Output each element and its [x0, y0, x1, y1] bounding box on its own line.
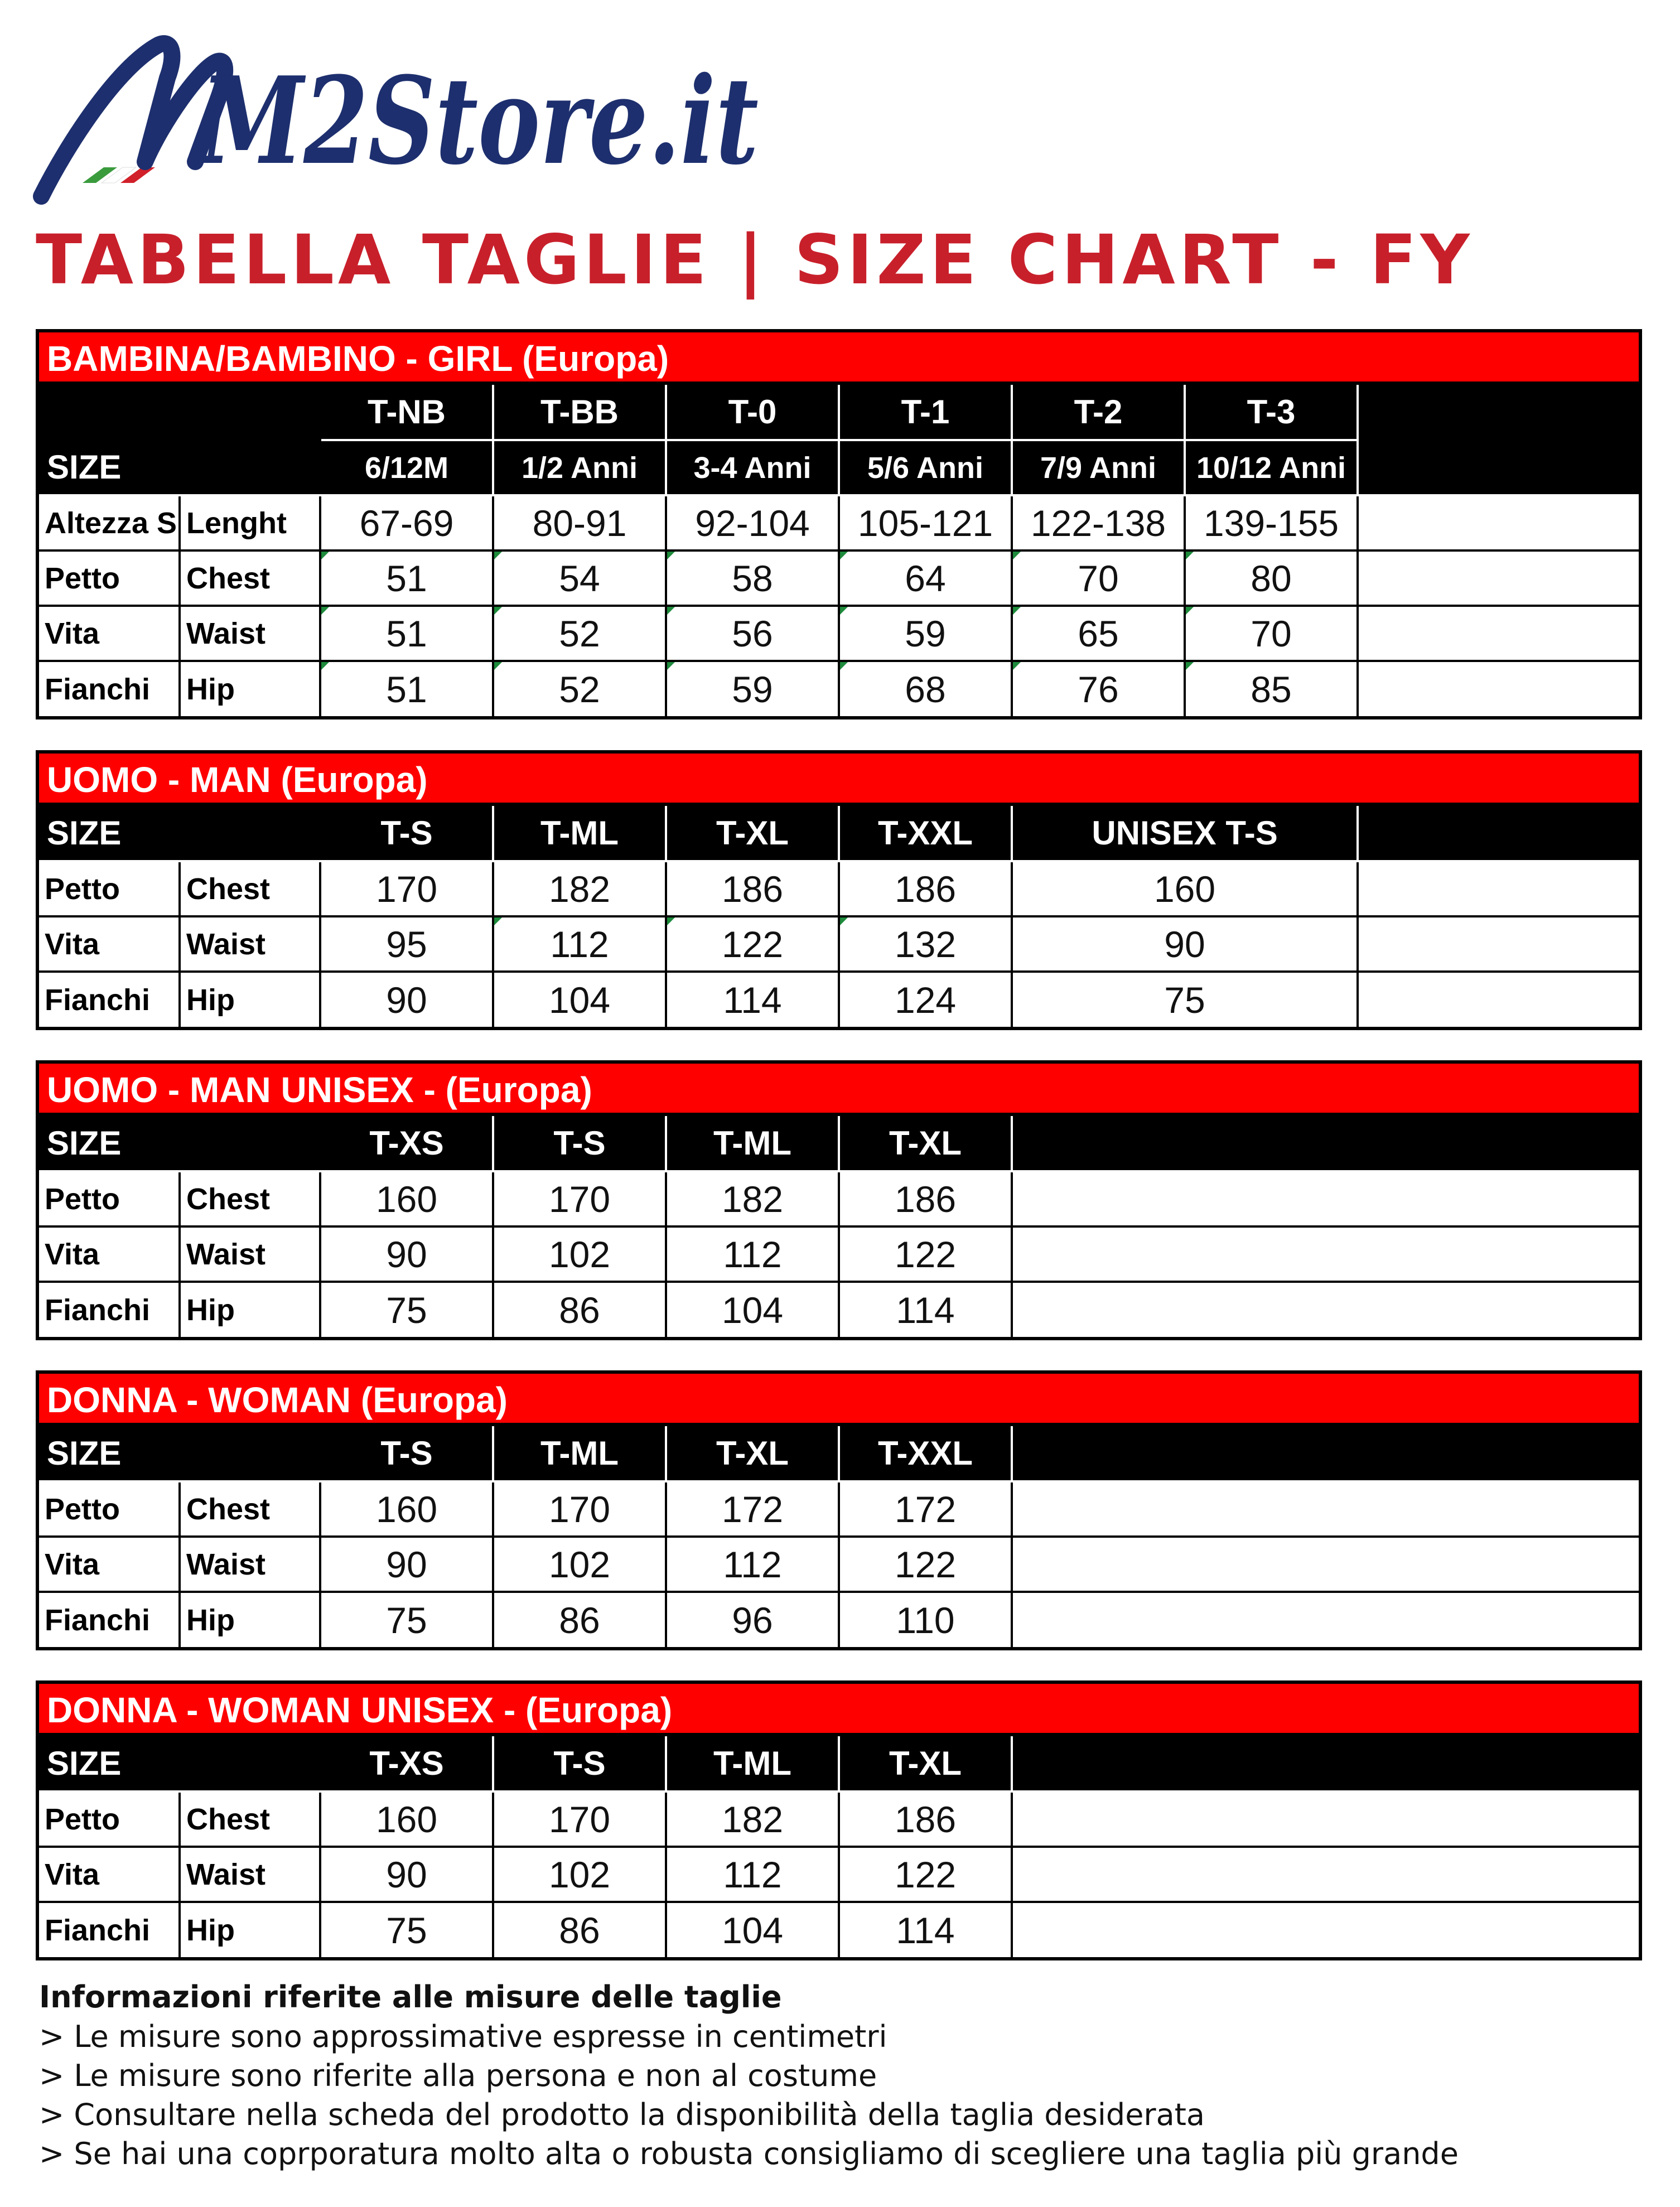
size-header: SIZE	[39, 1426, 320, 1481]
header-filler	[1358, 385, 1639, 495]
table-cell: 59	[666, 661, 839, 716]
table-row	[39, 1481, 1639, 1537]
size-col-header: T-XL	[666, 1426, 839, 1481]
size-col-header: T-2	[1012, 385, 1185, 440]
table-cell: 90	[320, 1226, 493, 1282]
row-label-en: Waist	[180, 916, 320, 972]
size-col-header: T-XS	[320, 1736, 493, 1791]
table-row	[39, 916, 1639, 972]
table-row	[39, 1791, 1639, 1847]
table-cell: 75	[1012, 972, 1358, 1027]
table-cell: 172	[666, 1481, 839, 1537]
notes-title: Informazioni riferite alle misure delle taglie	[39, 1979, 782, 2015]
table-cell: 70	[1012, 550, 1185, 606]
row-filler	[1358, 972, 1639, 1027]
brand-logo	[33, 33, 770, 206]
row-label-it: Fianchi	[39, 972, 180, 1027]
table-cell: 112	[666, 1226, 839, 1282]
note-item: > Se hai una coprporatura molto alta o robusta consigliamo di scegliere una taglia più grande	[39, 2136, 1459, 2171]
row-label-en: Chest	[180, 861, 320, 916]
size-col-header: T-ML	[493, 806, 666, 861]
row-label-en: Hip	[180, 1282, 320, 1337]
table-cell: 104	[666, 1282, 839, 1337]
size-col-header: T-S	[493, 1736, 666, 1791]
note-item: > Consultare nella scheda del prodotto la disponibilità della taglia desiderata	[39, 2097, 1205, 2132]
row-filler	[1358, 916, 1639, 972]
table-cell: 160	[320, 1171, 493, 1226]
row-filler	[1012, 1902, 1639, 1957]
row-label-en: Waist	[180, 1847, 320, 1902]
age-col-header: 5/6 Anni	[839, 440, 1012, 495]
table-cell: 112	[666, 1847, 839, 1902]
table-cell: 122	[839, 1537, 1012, 1592]
table-cell: 51	[320, 550, 493, 606]
table-cell: 59	[839, 606, 1012, 661]
size-grid	[39, 385, 1639, 716]
table-cell: 122-138	[1012, 495, 1185, 550]
table-cell: 95	[320, 916, 493, 972]
row-label-it: Petto	[39, 1791, 180, 1847]
table-cell: 170	[320, 861, 493, 916]
row-label-it: Petto	[39, 550, 180, 606]
table-row	[39, 1847, 1639, 1902]
table-cell: 58	[666, 550, 839, 606]
table-cell: 122	[839, 1847, 1012, 1902]
note-item: > Le misure sono riferite alla persona e non al costume	[39, 2058, 877, 2093]
table-cell: 51	[320, 661, 493, 716]
size-header: SIZE	[39, 385, 320, 495]
table-cell: 172	[839, 1481, 1012, 1537]
size-col-header: T-3	[1185, 385, 1358, 440]
table-cell: 160	[1012, 861, 1358, 916]
size-col-header: T-BB	[493, 385, 666, 440]
row-filler	[1358, 861, 1639, 916]
row-filler	[1012, 1847, 1639, 1902]
table-cell: 182	[666, 1171, 839, 1226]
table-cell: 102	[493, 1537, 666, 1592]
size-col-header: T-XL	[666, 806, 839, 861]
table-cell: 122	[839, 1226, 1012, 1282]
row-label-en: Lenght	[180, 495, 320, 550]
row-label-it: Petto	[39, 861, 180, 916]
size-header: SIZE	[39, 1116, 320, 1171]
size-grid	[39, 1116, 1639, 1337]
size-col-header: T-ML	[666, 1116, 839, 1171]
row-filler	[1358, 606, 1639, 661]
size-col-header: T-XL	[839, 1736, 1012, 1791]
age-col-header: 6/12M	[320, 440, 493, 495]
size-col-header: T-ML	[666, 1736, 839, 1791]
size-notes	[39, 1977, 1645, 2174]
size-table-woman-unisex	[36, 1680, 1642, 1960]
row-label-it: Vita	[39, 1537, 180, 1592]
age-col-header: 7/9 Anni	[1012, 440, 1185, 495]
row-filler	[1012, 1226, 1639, 1282]
size-col-header: T-XS	[320, 1116, 493, 1171]
row-filler	[1012, 1481, 1639, 1537]
table-cell: 170	[493, 1481, 666, 1537]
table-cell: 96	[666, 1592, 839, 1647]
row-label-it: Vita	[39, 1847, 180, 1902]
table-cell: 182	[493, 861, 666, 916]
table-cell: 124	[839, 972, 1012, 1027]
table-cell: 112	[666, 1537, 839, 1592]
size-grid	[39, 1736, 1639, 1957]
row-label-it: Fianchi	[39, 1282, 180, 1337]
size-table-man	[36, 750, 1642, 1030]
table-cell: 75	[320, 1902, 493, 1957]
table-cell: 112	[493, 916, 666, 972]
table-cell: 65	[1012, 606, 1185, 661]
table-cell: 102	[493, 1226, 666, 1282]
table-cell: 110	[839, 1592, 1012, 1647]
table-cell: 92-104	[666, 495, 839, 550]
row-label-it: Fianchi	[39, 661, 180, 716]
size-header: SIZE	[39, 806, 320, 861]
table-cell: 56	[666, 606, 839, 661]
table-row	[39, 1226, 1639, 1282]
table-cell: 186	[839, 1791, 1012, 1847]
table-row	[39, 661, 1639, 716]
row-label-it: Altezza S	[39, 495, 180, 550]
table-cell: 182	[666, 1791, 839, 1847]
table-cell: 170	[493, 1171, 666, 1226]
note-item: > Le misure sono approssimative espresse in centimetri	[39, 2019, 887, 2054]
row-filler	[1012, 1171, 1639, 1226]
table-cell: 70	[1185, 606, 1358, 661]
row-label-en: Hip	[180, 1592, 320, 1647]
table-cell: 104	[493, 972, 666, 1027]
table-cell: 132	[839, 916, 1012, 972]
table-cell: 160	[320, 1481, 493, 1537]
table-cell: 75	[320, 1592, 493, 1647]
table-cell: 75	[320, 1282, 493, 1337]
table-cell: 54	[493, 550, 666, 606]
logo-text: M2Store.it	[197, 50, 759, 191]
size-col-header: T-XL	[839, 1116, 1012, 1171]
row-label-it: Vita	[39, 916, 180, 972]
table-row	[39, 550, 1639, 606]
row-label-en: Chest	[180, 1481, 320, 1537]
row-filler	[1358, 495, 1639, 550]
row-label-it: Fianchi	[39, 1592, 180, 1647]
size-col-header: T-ML	[493, 1426, 666, 1481]
row-label-it: Vita	[39, 606, 180, 661]
row-label-it: Fianchi	[39, 1902, 180, 1957]
size-col-header: T-XXL	[839, 806, 1012, 861]
row-filler	[1012, 1537, 1639, 1592]
table-cell: 104	[666, 1902, 839, 1957]
age-col-header: 10/12 Anni	[1185, 440, 1358, 495]
table-row	[39, 606, 1639, 661]
age-col-header: 3-4 Anni	[666, 440, 839, 495]
size-table-girl	[36, 329, 1642, 719]
table-cell: 105-121	[839, 495, 1012, 550]
table-cell: 86	[493, 1592, 666, 1647]
row-label-en: Waist	[180, 606, 320, 661]
size-grid	[39, 1426, 1639, 1647]
table-cell: 86	[493, 1902, 666, 1957]
size-table-woman	[36, 1370, 1642, 1650]
table-cell: 90	[1012, 916, 1358, 972]
size-col-header: T-XXL	[839, 1426, 1012, 1481]
row-label-en: Chest	[180, 1171, 320, 1226]
table-cell: 114	[839, 1282, 1012, 1337]
header-filler	[1012, 1426, 1639, 1481]
row-label-it: Vita	[39, 1226, 180, 1282]
table-cell: 51	[320, 606, 493, 661]
table-cell: 139-155	[1185, 495, 1358, 550]
table-cell: 160	[320, 1791, 493, 1847]
table-cell: 80-91	[493, 495, 666, 550]
table-cell: 114	[839, 1902, 1012, 1957]
table-title: DONNA - WOMAN (Europa)	[39, 1374, 1639, 1426]
row-filler	[1012, 1592, 1639, 1647]
table-cell: 90	[320, 1847, 493, 1902]
table-title: DONNA - WOMAN UNISEX - (Europa)	[39, 1684, 1639, 1736]
row-label-en: Hip	[180, 972, 320, 1027]
size-col-header: T-S	[493, 1116, 666, 1171]
table-title: BAMBINA/BAMBINO - GIRL (Europa)	[39, 332, 1639, 385]
size-table-man-unisex	[36, 1060, 1642, 1340]
logo-swoosh	[41, 44, 225, 196]
size-col-header: T-1	[839, 385, 1012, 440]
size-col-header: T-S	[320, 806, 493, 861]
table-row	[39, 1592, 1639, 1647]
size-col-header: T-0	[666, 385, 839, 440]
row-filler	[1358, 550, 1639, 606]
table-cell: 186	[666, 861, 839, 916]
page-title: TABELLA TAGLIE | SIZE CHART - FY	[36, 220, 1474, 300]
row-label-en: Waist	[180, 1537, 320, 1592]
row-label-it: Petto	[39, 1171, 180, 1226]
row-filler	[1358, 661, 1639, 716]
table-cell: 80	[1185, 550, 1358, 606]
table-cell: 86	[493, 1282, 666, 1337]
table-title: UOMO - MAN (Europa)	[39, 754, 1639, 806]
table-cell: 114	[666, 972, 839, 1027]
table-row	[39, 861, 1639, 916]
table-cell: 68	[839, 661, 1012, 716]
table-row	[39, 972, 1639, 1027]
table-cell: 122	[666, 916, 839, 972]
table-row	[39, 1171, 1639, 1226]
table-cell: 102	[493, 1847, 666, 1902]
row-label-en: Hip	[180, 661, 320, 716]
table-cell: 64	[839, 550, 1012, 606]
header-filler	[1012, 1116, 1639, 1171]
table-row	[39, 1282, 1639, 1337]
table-cell: 170	[493, 1791, 666, 1847]
row-label-en: Chest	[180, 550, 320, 606]
table-cell: 90	[320, 1537, 493, 1592]
table-row	[39, 1537, 1639, 1592]
table-cell: 67-69	[320, 495, 493, 550]
table-cell: 52	[493, 661, 666, 716]
header-filler	[1012, 1736, 1639, 1791]
age-col-header: 1/2 Anni	[493, 440, 666, 495]
table-cell: 85	[1185, 661, 1358, 716]
table-cell: 186	[839, 861, 1012, 916]
size-col-header: T-NB	[320, 385, 493, 440]
row-filler	[1012, 1791, 1639, 1847]
size-grid	[39, 806, 1639, 1027]
row-label-en: Chest	[180, 1791, 320, 1847]
table-title: UOMO - MAN UNISEX - (Europa)	[39, 1064, 1639, 1116]
table-cell: 52	[493, 606, 666, 661]
table-row	[39, 495, 1639, 550]
row-label-en: Waist	[180, 1226, 320, 1282]
table-row	[39, 1902, 1639, 1957]
size-col-header: T-S	[320, 1426, 493, 1481]
table-cell: 76	[1012, 661, 1185, 716]
size-col-header: UNISEX T-S	[1012, 806, 1358, 861]
row-label-it: Petto	[39, 1481, 180, 1537]
table-cell: 90	[320, 972, 493, 1027]
table-cell: 186	[839, 1171, 1012, 1226]
row-filler	[1012, 1282, 1639, 1337]
size-header: SIZE	[39, 1736, 320, 1791]
row-label-en: Hip	[180, 1902, 320, 1957]
header-filler	[1358, 806, 1639, 861]
